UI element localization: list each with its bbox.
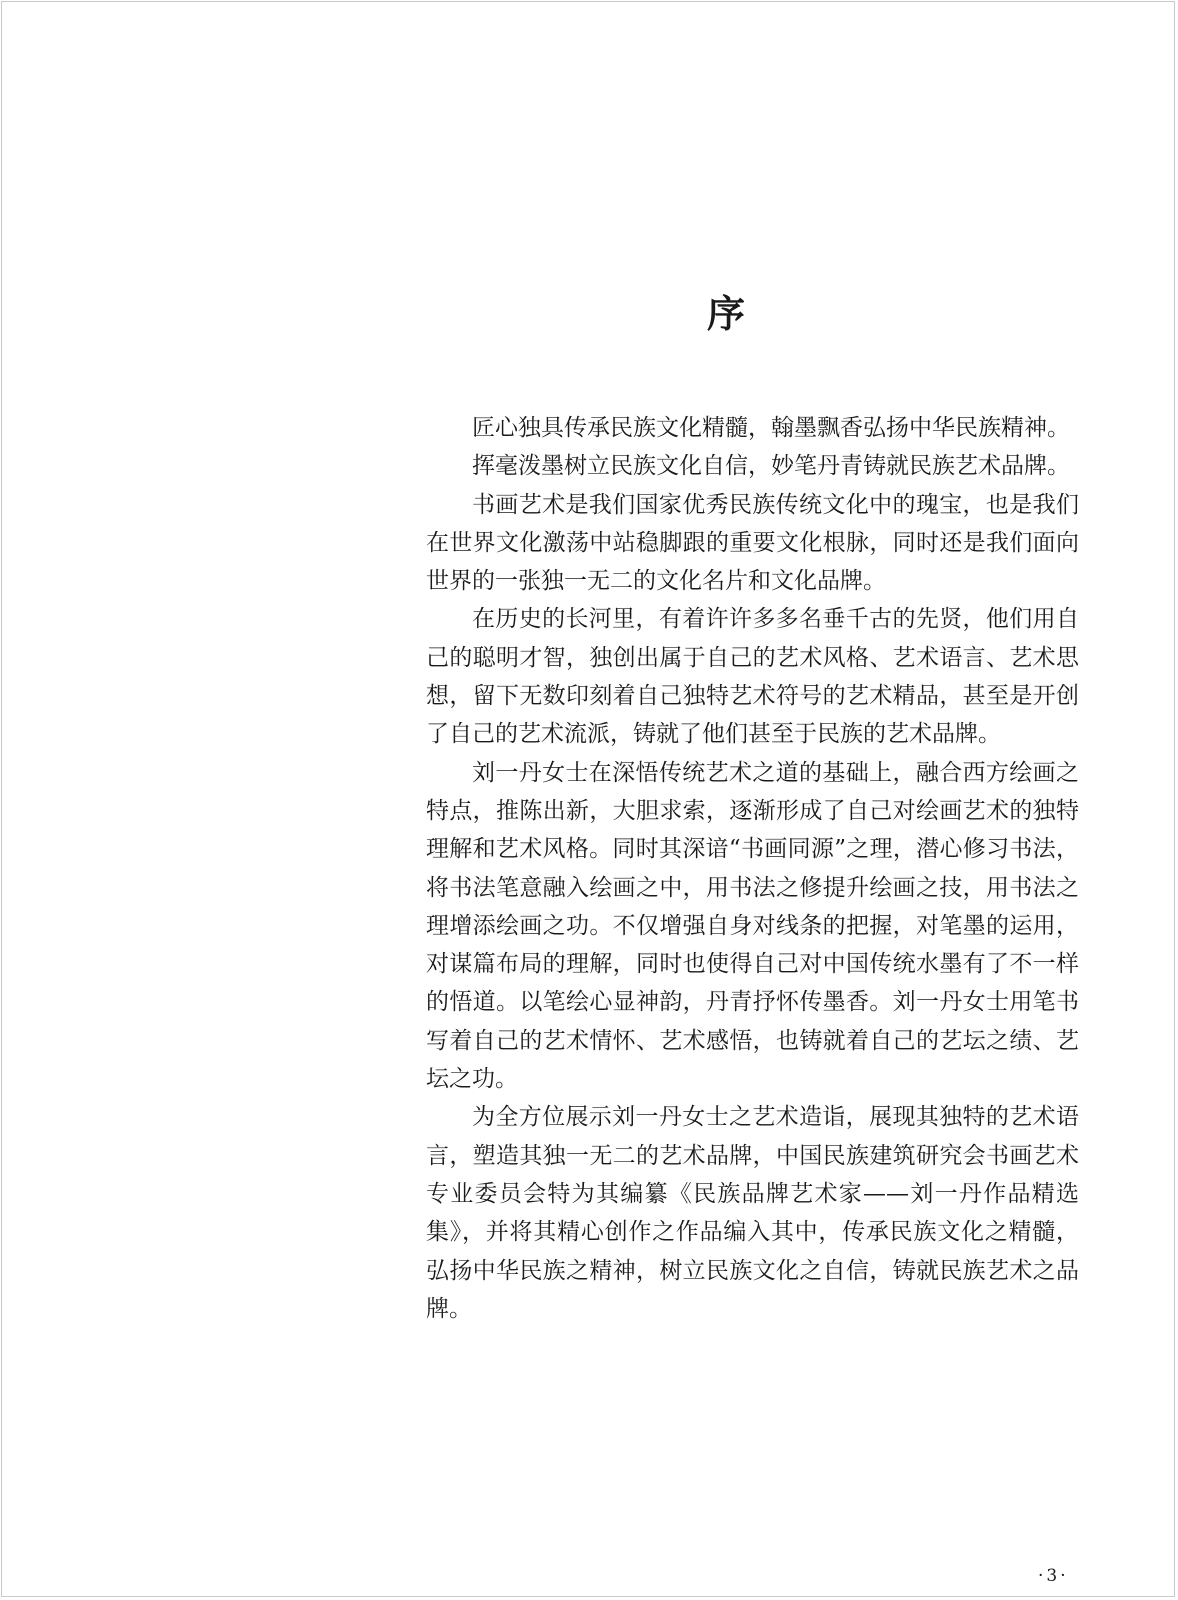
page-title: 序 — [706, 291, 745, 336]
paragraph-4: 在历史的长河里，有着许许多多名垂千古的先贤，他们用自己的聪明才智，独创出属于自己的艺术风格、艺术语言、艺术思想，留下无数印刻着自己独特艺术符号的艺术精品，甚至是开创了自己的艺术流派，铸就了他们甚至于民族的艺术品牌。 — [426, 606, 1079, 748]
paragraph-2: 挥毫泼墨树立民族文化自信，妙笔丹青铸就民族艺术品牌。 — [472, 453, 1070, 480]
preface-body — [426, 409, 1079, 1328]
paragraph-3: 书画艺术是我们国家优秀民族传统文化中的瑰宝，也是我们在世界文化激荡中站稳脚跟的重要文化根脉，同时还是我们面向世界的一张独一无二的文化名片和文化品牌。 — [426, 491, 1079, 595]
page-number: ·3· — [1038, 1566, 1069, 1586]
paragraph-1: 匠心独具传承民族文化精髓，翰墨飘香弘扬中华民族精神。 — [472, 415, 1070, 441]
paragraph-5: 刘一丹女士在深悟传统艺术之道的基础上，融合西方绘画之特点，推陈出新，大胆求索，逐渐形成了自己对绘画艺术的独特理解和艺术风格。同时其深谙“书画同源”之理，潜心修习书法，将书法笔意融入绘画之中，用书法之修提升绘画之技，用书法之理增添绘画之功。不仅增强自身对线条的把握，对笔墨的运用，对谋篇布局的理解，同时也使得自己对中国传统水墨有了不一样的悟道。以笔绘心显神韵，丹青抒怀传墨香。刘一丹女士用笔书写着自己的艺术情怀、艺术感悟，也铸就着自己的艺坛之绩、艺坛之功。 — [426, 759, 1079, 1093]
paragraph-6: 为全方位展示刘一丹女士之艺术造诣，展现其独特的艺术语言，塑造其独一无二的艺术品牌，中国民族建筑研究会书画艺术专业委员会特为其编纂《民族品牌艺术家——刘一丹作品精选集》，并将其精心创作之作品编入其中，传承民族文化之精髓，弘扬中华民族之精神，树立民族文化之自信，铸就民族艺术之品牌。 — [426, 1104, 1079, 1322]
